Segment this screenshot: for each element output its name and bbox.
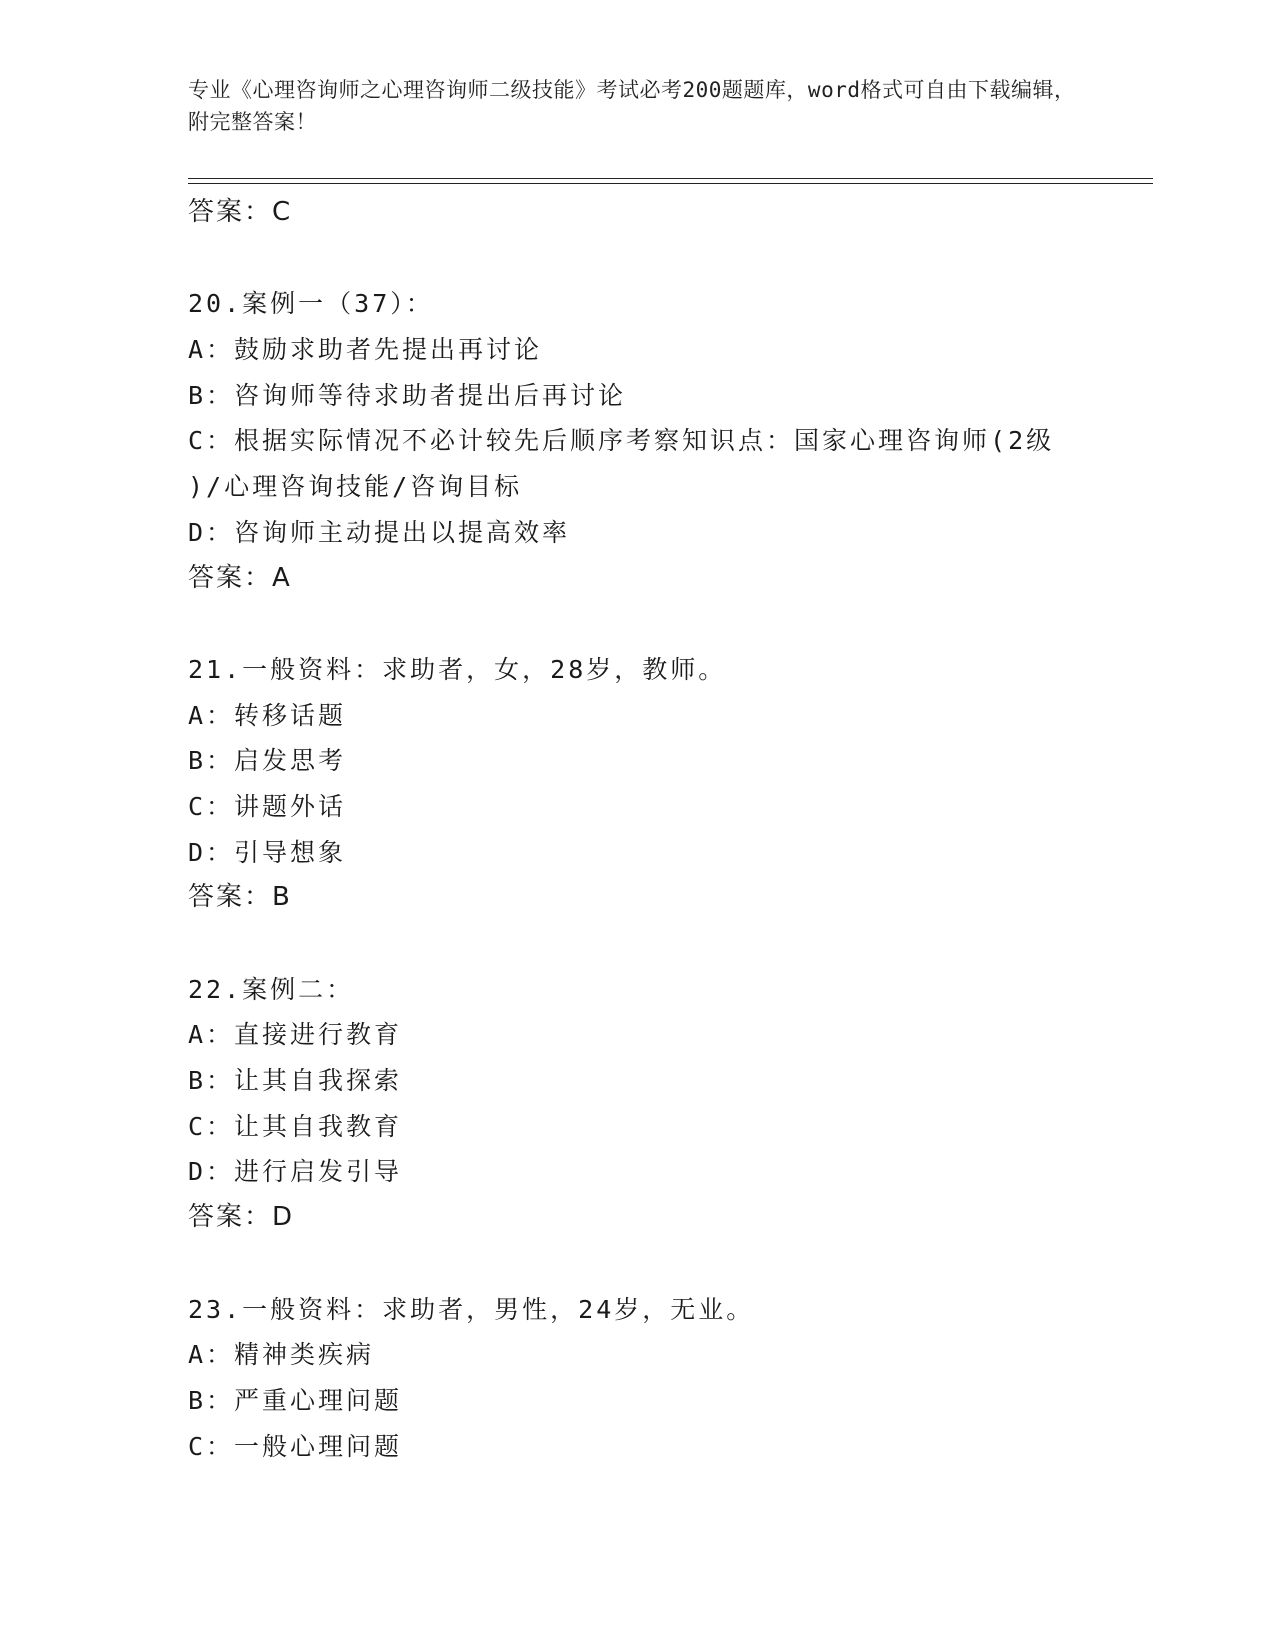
option-a: A：直接进行教育 xyxy=(188,1020,403,1050)
question-title: 22.案例二： xyxy=(188,974,355,1004)
option-c: C：一般心理问题 xyxy=(188,1431,403,1461)
question-23 xyxy=(188,1287,1153,1470)
document-header: 专业《心理咨询师之心理咨询师二级技能》考试必考200题题库，word格式可自由下载编辑，附完整答案！ xyxy=(188,78,1076,134)
spacer xyxy=(188,1241,1153,1287)
answer-line: 答案：C xyxy=(188,197,293,227)
question-20 xyxy=(188,281,1153,601)
question-list xyxy=(188,190,1153,1469)
question-22 xyxy=(188,967,1153,1241)
spacer xyxy=(188,236,1153,282)
spacer xyxy=(188,601,1153,647)
option-a: A：鼓励求助者先提出再讨论 xyxy=(188,335,543,365)
header-divider-top xyxy=(188,178,1153,179)
answer-line: 答案：B xyxy=(188,882,292,913)
question-title: 20.案例一（37）： xyxy=(188,289,434,319)
option-c: C：讲题外话 xyxy=(188,791,347,821)
answer-line: 答案：D xyxy=(188,1202,295,1233)
option-b: B：咨询师等待求助者提出后再讨论 xyxy=(188,380,627,410)
question-title: 21.一般资料：求助者，女，28岁，教师。 xyxy=(188,654,727,684)
option-c: C：让其自我教育 xyxy=(188,1111,403,1141)
option-a: A：精神类疾病 xyxy=(188,1340,375,1370)
option-b: B：启发思考 xyxy=(188,746,347,776)
question-21 xyxy=(188,647,1153,921)
spacer xyxy=(188,921,1153,967)
option-c: C：根据实际情况不必计较先后顺序考察知识点：国家心理咨询师(2级 xyxy=(188,426,1055,456)
option-d: D：引导想象 xyxy=(188,837,347,867)
option-d: D：咨询师主动提出以提高效率 xyxy=(188,517,571,547)
option-b: B：严重心理问题 xyxy=(188,1385,403,1415)
option-d: D：进行启发引导 xyxy=(188,1157,403,1187)
option-b: B：让其自我探索 xyxy=(188,1066,403,1096)
answer-line: 答案：A xyxy=(188,562,292,593)
option-a: A：转移话题 xyxy=(188,700,347,730)
header-divider-bottom xyxy=(188,183,1153,184)
question-title: 23.一般资料：求助者，男性，24岁，无业。 xyxy=(188,1294,755,1324)
option-c-continued: )/心理咨询技能/咨询目标 xyxy=(188,472,523,502)
